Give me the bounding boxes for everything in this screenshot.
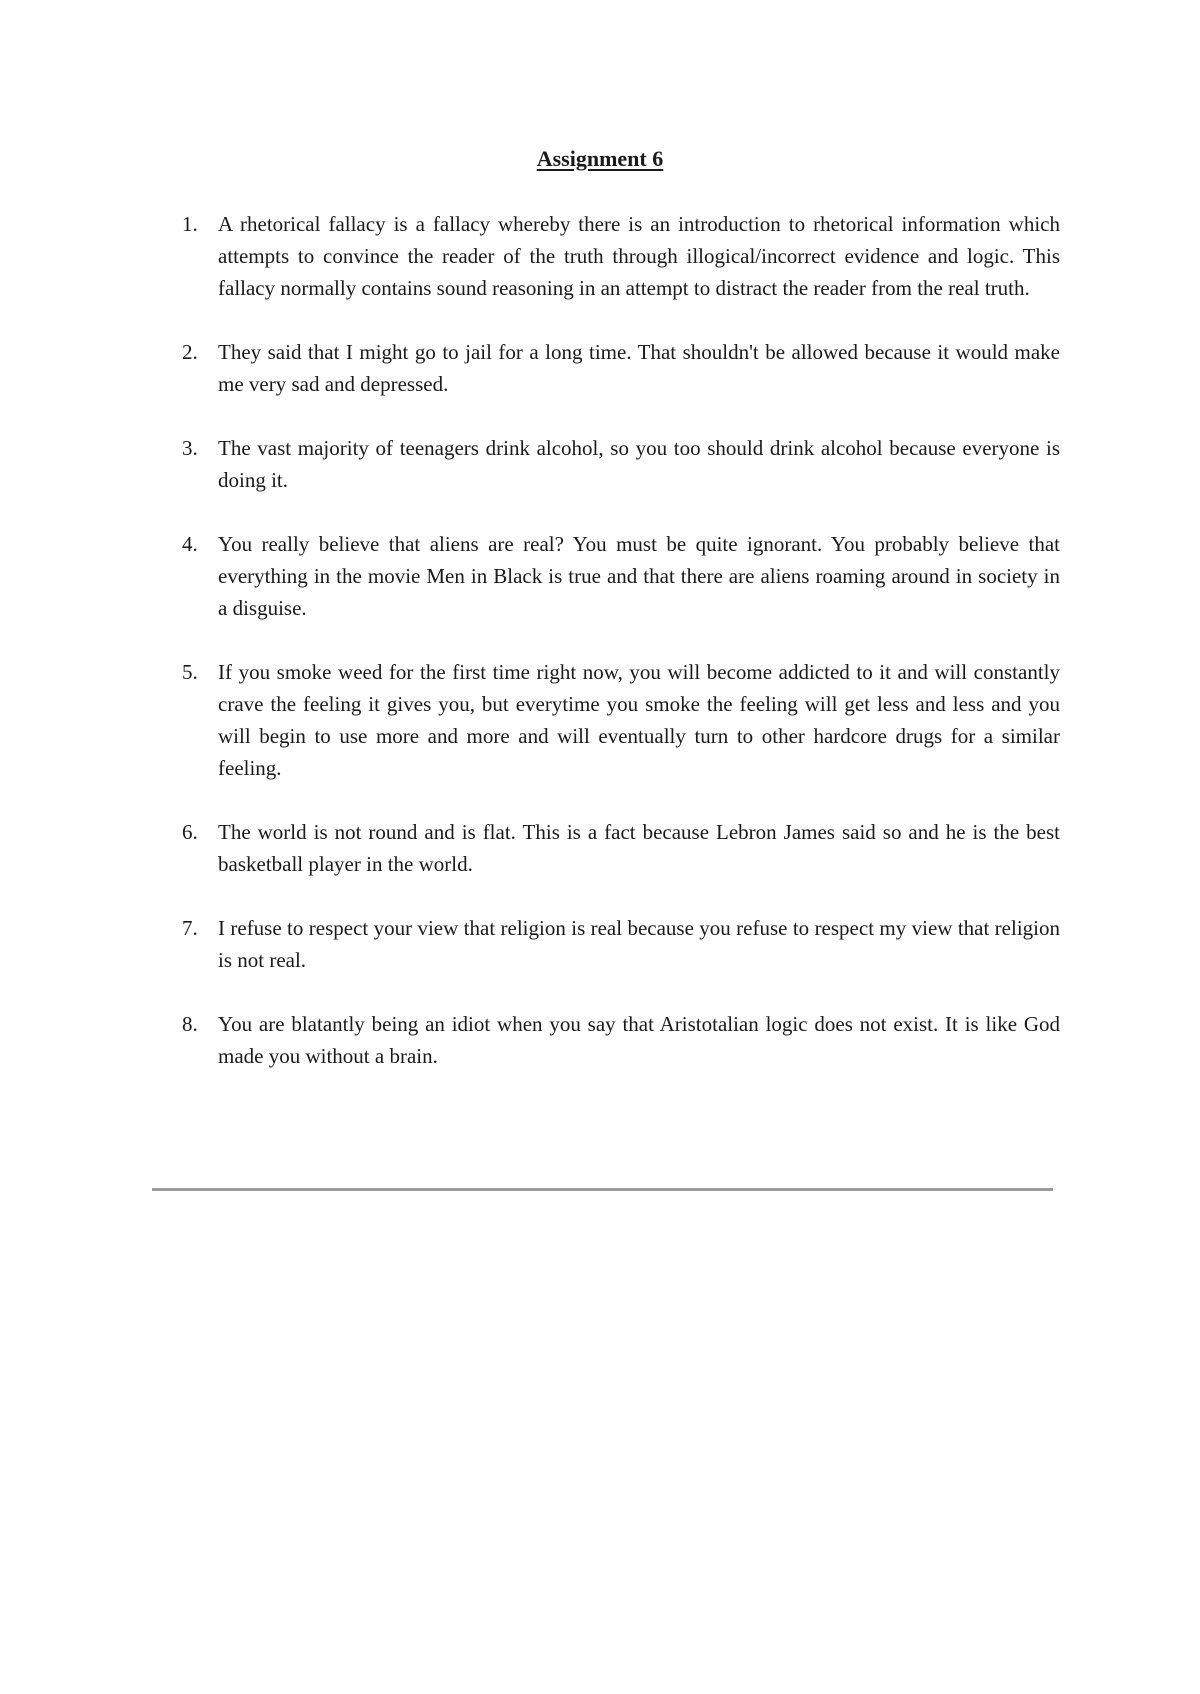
item-number: 8. bbox=[182, 1012, 198, 1036]
list-item bbox=[180, 432, 1060, 496]
item-text: You are blatantly being an idiot when you say that Aristotalian logic does not exist. It is like God made you without a brain. bbox=[218, 1012, 1060, 1068]
list-item bbox=[180, 816, 1060, 880]
item-number: 5. bbox=[182, 660, 198, 684]
item-number: 3. bbox=[182, 436, 198, 460]
list-item bbox=[180, 912, 1060, 976]
item-text: The world is not round and is flat. This is a fact because Lebron James said so and he is the best basketball player in the world. bbox=[218, 820, 1060, 876]
item-number: 4. bbox=[182, 532, 198, 556]
item-text: I refuse to respect your view that religion is real because you refuse to respect my view that religion is not real. bbox=[218, 916, 1060, 972]
item-number: 7. bbox=[182, 916, 198, 940]
horizontal-rule bbox=[152, 1188, 1053, 1191]
item-number: 6. bbox=[182, 820, 198, 844]
list-item bbox=[180, 336, 1060, 400]
list-item bbox=[180, 656, 1060, 784]
item-text: If you smoke weed for the first time right now, you will become addicted to it and will constantly crave the feeling it gives you, but everytime you smoke the feeling will get less and less and you will begin to use more and more and will eventually turn to other hardcore drugs for a similar feeling. bbox=[218, 660, 1060, 780]
item-number: 2. bbox=[182, 340, 198, 364]
list-item bbox=[180, 1008, 1060, 1072]
item-text: The vast majority of teenagers drink alcohol, so you too should drink alcohol because everyone is doing it. bbox=[218, 436, 1060, 492]
document-title: Assignment 6 bbox=[536, 146, 664, 171]
answer-list bbox=[180, 208, 1060, 1104]
item-text: You really believe that aliens are real? You must be quite ignorant. You probably believe that everything in the movie Men in Black is true and that there are aliens roaming around in society in a disguise. bbox=[218, 532, 1060, 620]
list-item bbox=[180, 208, 1060, 304]
list-item bbox=[180, 528, 1060, 624]
item-text: They said that I might go to jail for a long time. That shouldn't be allowed because it would make me very sad and depressed. bbox=[218, 340, 1060, 396]
item-number: 1. bbox=[182, 212, 198, 236]
item-text: A rhetorical fallacy is a fallacy whereby there is an introduction to rhetorical information which attempts to convince the reader of the truth through illogical/incorrect evidence and logic. This fallacy normally contains sound reasoning in an attempt to distract the reader from the real truth. bbox=[218, 212, 1060, 300]
